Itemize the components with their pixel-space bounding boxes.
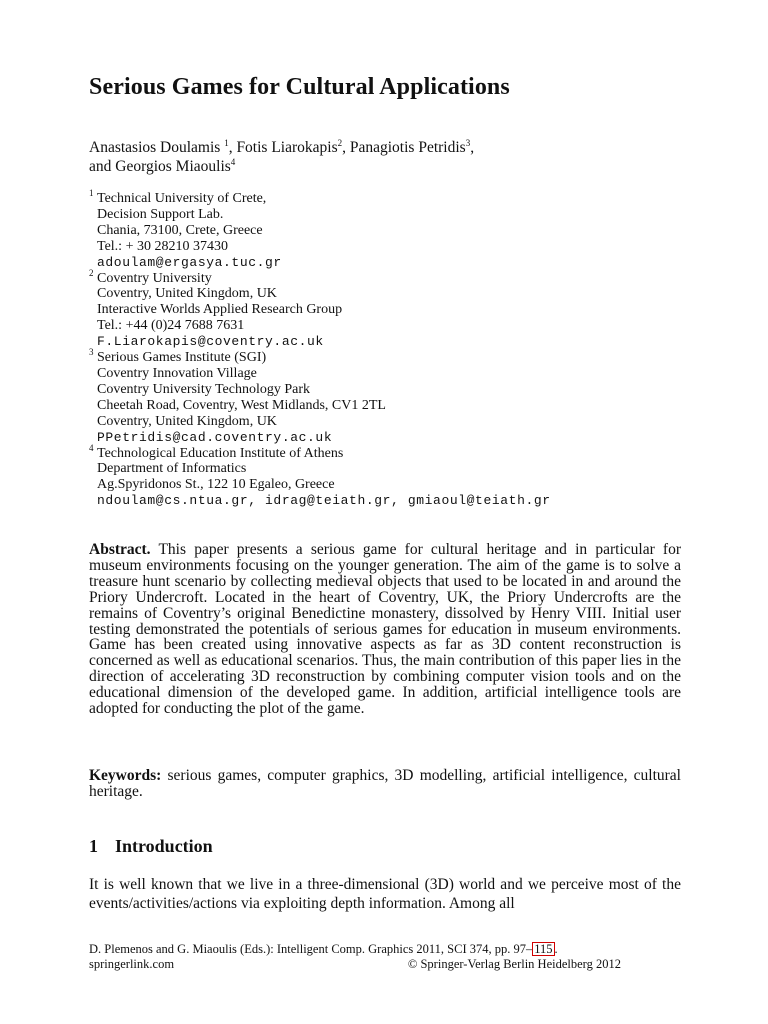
paper-title: Serious Games for Cultural Applications	[89, 74, 510, 100]
affiliation-1: $^1$ Technical University of Crete, Decision Support Lab. Chania, 73100, Crete, Greece Tel.: + 30 28210 37430 adoulam@ergasya.tuc.gr	[89, 191, 689, 271]
author-affiliation-mark: 2	[337, 137, 343, 148]
affiliation-line: Coventry, United Kingdom, UK	[97, 286, 277, 302]
affiliation-line: Serious Games Institute (SGI)	[97, 350, 267, 366]
page-footer	[89, 942, 621, 971]
author-list	[89, 138, 689, 176]
affiliation-line: Interactive Worlds Applied Research Group	[97, 302, 343, 318]
affiliation-4: $^4$ Technological Education Institute of Athens Department of Informatics Ag.Spyridonos St., 122 10 Egaleo, Greece ndoulam@cs.ntua.gr, idrag@teiath.gr, gmiaoul@teiath.gr	[89, 446, 689, 510]
affiliation-email[interactable]: F.Liarokapis@coventry.ac.uk	[97, 334, 324, 350]
section-number: 1	[89, 836, 98, 856]
affiliation-line: Technical University of Crete,	[97, 191, 267, 206]
affiliation-line: Technological Education Institute of Athens	[97, 445, 344, 461]
author-affiliation-mark: 3	[465, 137, 471, 148]
affiliation-line: Ag.Spyridonos St., 122 10 Egaleo, Greece	[97, 477, 335, 493]
author-affiliation-mark: 1	[224, 137, 229, 148]
affiliation-email[interactable]: adoulam@ergasya.tuc.gr	[97, 254, 282, 270]
affiliation-list	[89, 188, 689, 509]
footer-site: springerlink.com	[89, 956, 175, 971]
footer-citation	[89, 942, 558, 957]
affiliation-line: Tel.: + 30 28210 37430	[97, 238, 228, 254]
affiliation-line: Decision Support Lab.	[97, 206, 224, 222]
keywords	[89, 768, 681, 800]
author-name: Panagiotis Petridis	[349, 139, 466, 156]
affiliation-3: $^3$ Serious Games Institute (SGI) Coventry Innovation Village Coventry University Technology Park Cheetah Road, Coventry, West Midlands, CV1 2TL Coventry, United Kingdom, UK PPetridis@cad.coventry.ac.uk	[89, 350, 689, 445]
affiliation-line: Cheetah Road, Coventry, West Midlands, CV1 2TL	[97, 397, 386, 413]
affiliation-line: Department of Informatics	[97, 461, 247, 477]
author-affiliation-mark: 4	[230, 156, 236, 167]
affiliation-email[interactable]: ndoulam@cs.ntua.gr, idrag@teiath.gr, gmiaoul@teiath.gr	[97, 493, 551, 509]
introduction-text: It is well known that we live in a three-dimensional (3D) world and we perceive most of the events/activities/actions via exploiting depth information. Among all	[89, 876, 681, 912]
author-line-2	[89, 157, 689, 176]
keywords-label: Keywords:	[89, 767, 162, 784]
citation-text: D. Plemenos and G. Miaoulis (Eds.): Intelligent Comp. Graphics 2011, SCI 374, pp. 97–	[89, 942, 533, 956]
footer-citation-row	[89, 942, 621, 957]
affiliation-line: Coventry University Technology Park	[97, 381, 311, 397]
section-title: Introduction	[115, 836, 213, 856]
abstract	[89, 542, 681, 717]
author-name: and Georgios Miaoulis	[89, 158, 231, 175]
affiliation-line: Chania, 73100, Crete, Greece	[97, 222, 263, 238]
abstract-label: Abstract.	[89, 541, 151, 558]
footer-copyright: © Springer-Verlag Berlin Heidelberg 2012	[407, 956, 621, 971]
affiliation-email[interactable]: PPetridis@cad.coventry.ac.uk	[97, 429, 333, 445]
affiliation-line: Coventry University	[97, 270, 212, 286]
author-name: Anastasios Doulamis	[89, 139, 221, 156]
affiliation-line: Coventry Innovation Village	[97, 365, 257, 381]
author-name: Fotis Liarokapis	[236, 139, 338, 156]
section-heading-introduction	[89, 836, 213, 857]
affiliation-line: Coventry, United Kingdom, UK	[97, 413, 277, 429]
author-line-1: Anastasios Doulamis $^1$, Fotis Liarokapis$^2$, Panagiotis Petridis$^3$,	[89, 137, 475, 156]
abstract-text: This paper presents a serious game for cultural heritage and in particular for museum environments focusing on the younger generation. The aim of the game is to solve a treasure hunt scenario by collecting medieval objects that used to be located in and around the Priory Undercroft. Located in the heart of Coventry, UK, the Priory Undercrofts are the remains of Coventry’s original Benedictine monastery, dissolved by Henry VIII. Initial user testing demonstrated the potentials of serious games for education in museum environments. Game has been created using innovative aspects as far as 3D content reconstruction is concerned as well as educational scenarios. Thus, the main contribution of this paper lies in the direction of accelerating 3D reconstruction by combining computer vision tools and on the educational dimension of the developed game. In addition, artificial intelligence tools are adopted for conducting the plot of the game.	[89, 541, 681, 718]
page-range-link[interactable]: 115	[534, 942, 553, 956]
keywords-text: serious games, computer graphics, 3D modelling, artificial intelligence, cultural heritage.	[89, 767, 681, 800]
affiliation-line: Tel.: +44 (0)24 7688 7631	[97, 318, 245, 334]
citation-period: .	[554, 942, 558, 956]
footer-publisher-row	[89, 957, 621, 972]
affiliation-2: $^2$ Coventry University Coventry, United Kingdom, UK Interactive Worlds Applied Research Group Tel.: +44 (0)24 7688 7631 F.Liarokapis@coventry.ac.uk	[89, 271, 689, 351]
